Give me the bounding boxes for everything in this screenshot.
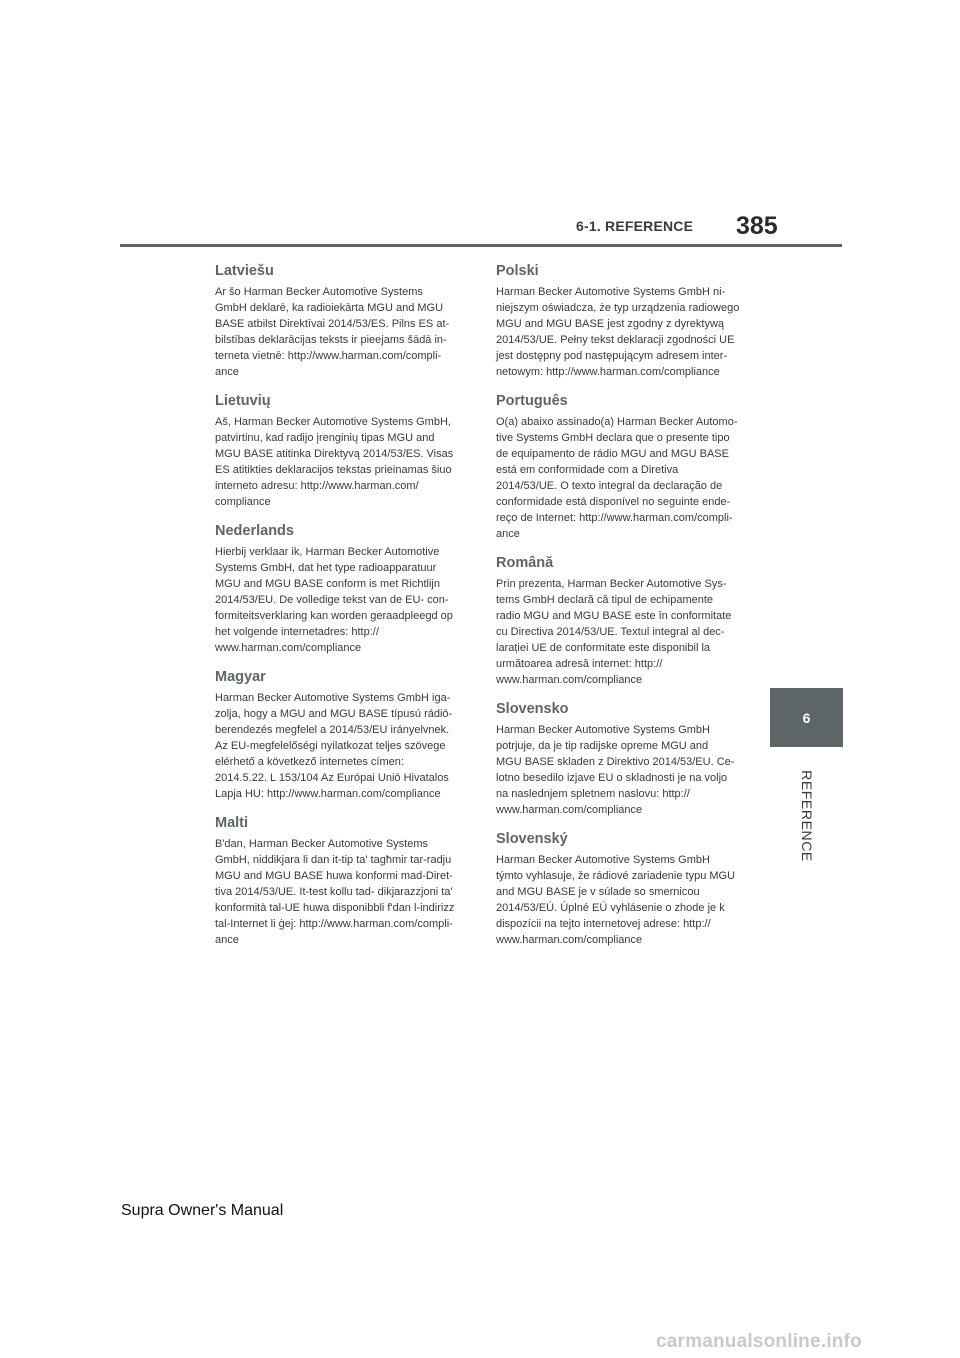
- chapter-tab[interactable]: [770, 688, 843, 747]
- section-heading: Polski: [496, 263, 539, 279]
- section-text: Hierbij verklaar ik, Harman Becker Automotive Systems GmbH, dat het type radioapparatuur MGU and MGU BASE conform is met Richtlijn 2014/53/EU. De volledige tekst van de EU- con- formiteitsverklaring kan worden geraadpleegd op het volgende internetadres: http:// www.harman.com/compliance: [215, 546, 453, 654]
- section-slovensky: [496, 831, 748, 948]
- section-malti: [215, 815, 467, 948]
- right-column: [496, 263, 748, 961]
- section-text: Ar šo Harman Becker Automotive Systems GmbH deklarē, ka radioiekārta MGU and MGU BASE atbilst Direktīvai 2014/53/ES. Pilns ES at- bilstības deklarācijas teksts ir pieejams šādā in- terneta vietnē: http://www.harman.com/compli- ance: [215, 286, 450, 378]
- section-heading: Nederlands: [215, 523, 294, 539]
- manual-title: Supra Owner's Manual: [121, 1202, 284, 1219]
- section-romana: [496, 555, 748, 688]
- section-text: Harman Becker Automotive Systems GmbH potrjuje, da je tip radijske opreme MGU and MGU BASE skladen z Direktivo 2014/53/EU. Ce- lotno besedilo izjave EU o skladnosti je na voljo na naslednjem spletnem naslovu: http:// www.harman.com/compliance: [496, 724, 735, 816]
- section-heading: Slovenský: [496, 831, 568, 847]
- section-text: B'dan, Harman Becker Automotive Systems GmbH, niddikjara li dan it-tip ta' tagħmir tar-radju MGU and MGU BASE huwa konformi mad-Diret- tiva 2014/53/UE. It-test kollu tad- dikjarazzjoni ta' konformità tal-UE huwa disponibbli f'dan l-indirizz tal-Internet li ġej: http://www.harman.com/compli- ance: [215, 838, 455, 946]
- section-heading: Română: [496, 555, 554, 571]
- page-number: 385: [736, 212, 778, 240]
- chapter-tab-label: REFERENCE: [799, 770, 815, 862]
- section-heading: Malti: [215, 815, 249, 831]
- section-magyar: [215, 669, 467, 802]
- section-portugues: [496, 393, 748, 542]
- section-nederlands: [215, 523, 467, 656]
- section-lietuviu: [215, 393, 467, 510]
- section-heading: Magyar: [215, 669, 266, 685]
- section-latviesu: [215, 263, 467, 380]
- section-text: Harman Becker Automotive Systems GmbH týmto vyhlasuje, že rádiové zariadenie typu MGU and MGU BASE je v súlade so smernicou 2014/53/EÚ. Úplné EÚ vyhlásenie o zhode je k dispozícii na tejto internetovej adrese: http:// www.harman.com/compliance: [496, 854, 736, 946]
- section-heading: Slovensko: [496, 701, 569, 717]
- section-heading: Lietuvių: [215, 393, 271, 409]
- section-text: Harman Becker Automotive Systems GmbH ni- niejszym oświadcza, że typ urządzenia radiowego MGU and MGU BASE jest zgodny z dyrektywą 2014/53/UE. Pełny tekst deklaracji zgodności UE jest dostępny pod następującym adresem inter- netowym: http://www.harman.com/compliance: [496, 286, 740, 378]
- left-column: [215, 263, 467, 961]
- header-section-title: 6-1. REFERENCE: [576, 218, 694, 234]
- section-text: Aš, Harman Becker Automotive Systems GmbH, patvirtinu, kad radijo įrenginių tipas MGU and MGU BASE atitinka Direktyvą 2014/53/ES. Visas ES atitikties deklaracijos tekstas prieinamas šiuo interneto adresu: http://www.harman.com/ compliance: [215, 416, 454, 508]
- section-polski: [496, 263, 748, 380]
- watermark: carmanualsonline.info: [656, 1331, 862, 1352]
- section-heading: Latviešu: [215, 263, 274, 279]
- chapter-tab-number: 6: [802, 709, 811, 726]
- section-slovensko: [496, 701, 748, 818]
- section-text: Harman Becker Automotive Systems GmbH iga- zolja, hogy a MGU and MGU BASE típusú rádió- berendezés megfelel a 2014/53/EU irányelvnek. Az EU-megfelelőségi nyilatkozat teljes szövege elérhető a következő internetes címen: 2014.5.22. L 153/104 Az Európai Unió Hivatalos Lapja HU: http://www.harman.com/compliance: [215, 692, 453, 800]
- section-heading: Português: [496, 393, 568, 409]
- header-divider: [120, 244, 842, 247]
- section-text: Prin prezenta, Harman Becker Automotive Sys- tems GmbH declară că tipul de echipamente radio MGU and MGU BASE este în conformitate cu Directiva 2014/53/UE. Textul integral al dec- larației UE de conformitate este disponibil la următoarea adresă internet: http:// www.harman.com/compliance: [496, 578, 732, 686]
- section-text: O(a) abaixo assinado(a) Harman Becker Automo- tive Systems GmbH declara que o presente tipo de equipamento de rádio MGU and MGU BASE está em conformidade com a Diretiva 2014/53/UE. O texto integral da declaração de conformidade está disponível no seguinte ende- reço de Internet: http://www.harman.com/compli- ance: [496, 416, 738, 540]
